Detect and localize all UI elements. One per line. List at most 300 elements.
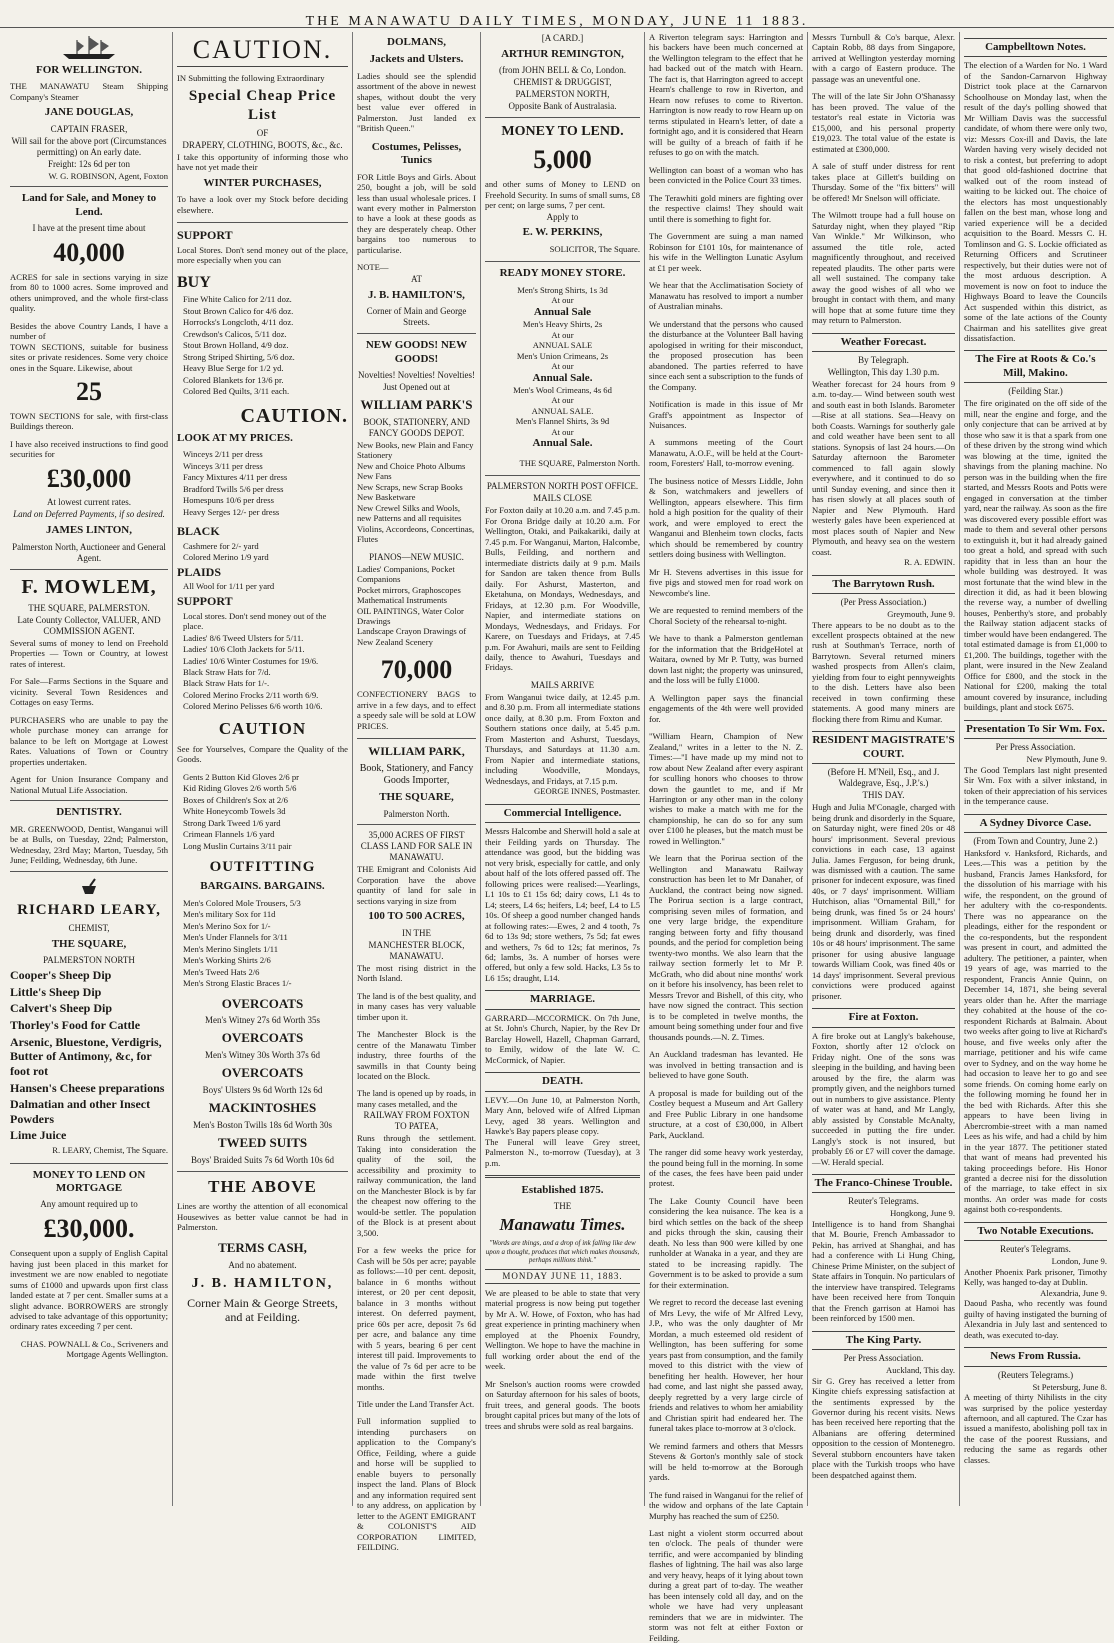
list-item: New Fans [357,471,392,482]
russia-text: A meeting of thirty Nihilists in the city was surprised by the police yesterday afternoon, and all captured. The Czar has issued a manifesto, abolishing poll tax in the case of the poorest Russians, and reducing the same as regards other classes. [964,1392,1107,1465]
mortgage-number: £30,000. [43,1214,135,1244]
linton-name: JAMES LINTON, [46,524,132,537]
campbelltown-heading: Campbelltown Notes. [964,38,1107,57]
tweed-heading: TWEED SUITS [217,1134,308,1150]
in-the: IN THE [401,927,432,938]
marriage-heading: MARRIAGE. [485,990,640,1009]
news-para: An Auckland tradesman has levanted. He was involved in betting transaction and is believed to have gone South. [649,1049,803,1081]
list-item: Homespuns 10/6 per dress [183,495,274,506]
list-item: Men's Colored Mole Trousers, 5/3 [183,897,301,908]
list-item: Stout Brown Calico for 4/6 doz. [183,305,294,316]
funeral-text: The Funeral will leave Grey street, Palmerston N., to-morrow (Tuesday), at 3 p.m. [485,1136,640,1168]
barrytown-date: Greymouth, June 9. [887,609,955,620]
jackets-heading: Jackets and Ulsters. [369,53,464,66]
list-item: New Crewel Silks and Wools, new Patterns and all requisites [357,502,462,524]
support-heading: SUPPORT [177,228,233,243]
list-item: New Books, new Plain and Fancy Stationery [357,439,474,461]
support2-items-list [177,611,348,712]
list-item: At our [551,295,574,306]
para-2: The land is of the best quality, and in many cases has very valuable timber upon it. [357,990,476,1022]
pianos: PIANOS—NEW MUSIC. [369,551,464,562]
para-7: Title under the Land Transfer Act. [357,1399,475,1409]
plaids-text: All Wool for 1/11 per yard [183,581,275,592]
list-item: Heavy Serges 12/- per dress [183,506,280,517]
railway: RAILWAY FROM FOXTON TO PATEA, [363,1110,470,1132]
emigrant: THE Emigrant and Colonists Aid Corporation have the above quantity of land for sale in sections varying in size from [357,864,476,906]
note-label: NOTE— [357,262,389,273]
list-item: Ladies' 10/6 Cloth Jackets for 5/11. [183,644,305,655]
mackintoshes-text: Men's Boston Twills 18s 6d Worth 30s [193,1119,332,1130]
caution-heading-3: CAUTION [218,718,307,738]
news-para: The Government are suing a man named Robinson for £101 10s, for maintenance of his wife in the Wellington Lunatic Asylum at £1 per week. [649,231,803,273]
barrytown-heading: The Barrytown Rush. [812,575,955,594]
list-item: New and Choice Photo Albums [357,460,466,471]
list-item: At our [551,329,574,340]
bags-text: CONFECTIONERY BAGS to arrive in a few days, and to effect a speedy sale will be sold at LOW PRICES. [357,689,476,731]
apply-to: Apply to [546,211,579,222]
above-text: Lines are worthy the attention of all economical Housewives as better value cannot be had in Palmerston. [177,1201,348,1233]
agent: W. G. ROBINSON, Agent, Foxton [48,170,168,181]
press-association-2: Per Press Association. [843,1353,924,1364]
acres-text: ACRES for sale in sections varying in size from 80 to 1000 acres. Some improved and others unimproved, and the whole first-class quality. [10,271,168,314]
winter-purchases: WINTER PURCHASES, [203,176,322,189]
presentation-heading: Presentation To Sir Wm. Fox. [964,720,1107,739]
franco-heading: The Franco-Chinese Trouble. [812,1174,955,1193]
caution-heading-2: CAUTION. [240,404,348,427]
list-item: Men's Wool Crimeans, 4s 6d [513,384,612,395]
sailing-ship-icon [10,34,168,60]
list-item: Men's Union Crimeans, 2s [516,350,609,361]
list-item: Bradford Twills 5/6 per dress [183,483,284,494]
at-label: AT [411,273,422,284]
price-items-list [177,449,348,517]
book-depot: BOOK, STATIONERY, AND FANCY GOODS DEPOT. [363,416,470,438]
bargains-heading: BARGAINS. BARGAINS. [200,880,325,893]
acres-number: 40,000 [53,237,125,267]
list-item: Fine White Calico for 2/11 doz. [183,294,292,305]
acres-range: 100 TO 500 ACRES, [368,910,465,923]
list-item: Dalmatian and other Insect Powders [10,1097,151,1126]
list-item: Men's Merino Sox for 1/- [183,920,271,931]
news-para: A Wellington paper says the financial engagements of the 4th were well provided for. [649,692,803,724]
list-item: Ladies' Companions, Pocket Companions [357,563,455,585]
king-heading: The King Party. [812,1331,955,1350]
list-item: Cooper's Sheep Dip [10,968,112,983]
list-item: Ladies' 10/6 Winter Costumes for 19/6. [183,655,319,666]
column-1 [6,32,172,1506]
insurance: Agent for Union Insurance Company and National Mutual Life Association. [10,774,168,795]
for-wellington-heading: FOR WELLINGTON. [36,64,142,76]
card-label: [A CARD.] [541,33,584,43]
list-item: Hansen's Cheese preparations [10,1080,165,1095]
pownall-signature: CHAS. POWNALL & Co., Scriveners and Mortgage Agents Wellington. [20,1338,168,1360]
news-para: We remind farmers and others that Messrs Stevens & Gorton's monthly sale of stock will be held to-morrow at the Borough yards. [649,1440,803,1483]
list-item: Colored Merino Pelisses 6/6 worth 10/6. [183,701,323,712]
mails-close-heading: MAILS CLOSE [533,493,592,504]
dolmans-heading: DOLMANS, [387,36,446,48]
support-text: Local Stores. Don't send money out of the place, more especially when you can [177,244,348,266]
captain: CAPTAIN FRASER, [50,123,128,134]
see-yourselves: See for Yourselves, Compare the Quality of the Goods. [177,743,348,765]
importer: Book, Stationery, and Fancy Goods Importer, [359,762,474,786]
list-item: Kid Riding Gloves 2/6 worth 5/6 [183,783,297,794]
look-stock: To have a look over my Stock before deciding elsewhere. [177,194,348,215]
column-2 [172,32,352,1506]
reuters-telegrams-7: Reuter's Telegrams. [1000,1244,1071,1255]
money-number-4: 5,000 [533,145,592,175]
para-8: Full information supplied to intending purchasers on application to the Company's Office, Feilding, where a guide and horse will be supplied to enable buyers to personally inspect the land. Plans of Block and any information required sent to any address, on application by letter to the AGENT EMIGRANT & COLONIST'S AID CORPORATION LIMITED, FEILDING. [357,1416,476,1553]
commercial-text: Messrs Halcombe and Sherwill hold a sale at their Feilding yards on Thursday. The attendance was good, but the bidding was not very brisk, especially for cattle, and only about half of the lots offered passed off. The following prices were realised:—Yearlings, L1 10s to £1 15s 6d; dairy cows, L1 4s to L4; steers, L4 6s; heifers, L4; beef, L4 to L5 10s. Of sheep a good number changed hands at following rates:—Ewes, 2 and 4 tooth, 7s 6d to 13s 9d; store wethers, 7s 5d; fat ewes and wethers, 7s 6d to 12s; fat merinos, 7s 6d; lambs, 3s. A number of horses were offered, but only a few sold. Hacks, L3 5s to L6 15s; draught, L14. [485,826,640,983]
leary-items-list [10,968,168,1143]
news-para: We have to thank a Palmerston gentleman for the information that the BridgeHotel at Waitara, owned by Mr P. Tutty, was burned down last night; the property was uninsured, and the loss will be fully £1000. [649,633,803,686]
russia-heading: News From Russia. [964,1347,1107,1366]
para-4: The land is opened up by roads, in many cases metalled, and the [357,1088,476,1109]
list-item: New Basketware [357,492,416,503]
news-para: We understand that the persons who caused the disturbance at the Volunteer Ball having apologised in writing for their misconduct, the proposed prosecution has been abandoned. The parties referred to have since each sent a subscription to the funds of the Company. [649,318,803,392]
divorce-text: Hanksford v. Hanksford, Richards, and Lees.—This was a petition by the husband, Francis James Hanksford, for the dissolution of his marriage with his wife, the respondent, on the ground of her adultery with the co-respondents. There was no appearance on the pleadings, either for the respondent or the co-respondents, but the respondent was present in court, and admitted the adultery. The petitioner, a painter, when 19 years of age, was married to the respondent, Francis Annie Quinn, on December 14, 1871, she being several years older than he. After the marriage they cohabited at the house of the co-respondent Richards at Balmain. About two weeks after going to live at Richard's house, and five weeks only after the marriage, petitioner and his wife came over to Sydney, and on the way home he had occasion to leave her to go and see some friends. On coming home early on the following morning he found her in the bed with Richards. After this she appears to have been living in Abercrombie-street with a man named Lees as his wife, and had a child by him in the year 1877. The petitioner stated that want of means had prevented his taking proceedings before. His Honor granted a decree nisi for the dissolution of the marriage, to take effect in six months. An order was made for costs against both co-respondents. [964,847,1107,1215]
list-item: Annual Sale [533,305,592,318]
list-item: Mathematical Instruments [357,595,447,606]
list-item: Colored Bed Quilts, 3/11 each. [183,386,290,397]
hamilton-name-3: J. B. HAMILTON'S, [368,288,465,301]
news-para: We hear that the Acclimatisation Society of Manawatu has resolved to import a number of Australian minahs. [649,280,803,312]
list-item: At our [551,395,574,406]
list-item: Colored Merino Frocks 2/11 worth 6/9. [183,689,319,700]
dateline: MONDAY JUNE 11, 1883. [485,1269,640,1284]
news-para: Notification is made in this issue of Mr Graff's appointment as Inspector of Nuisances. [649,399,803,430]
remington-opposite: Opposite Bank of Australasia. [508,101,617,112]
ready-square: THE SQUARE, Palmerston North. [519,457,640,468]
list-item: Stout Brown Holland, 4/9 doz. [183,340,289,351]
list-item: Men's Under Flannels for 3/11 [183,932,288,943]
list-item: Black Straw Hats for 1/-. [183,678,270,689]
mortgage-text: Consequent upon a supply of English Capital having just been placed in this market for investment we are now enabled to negotiate sums of £1000 and upwards upon first class landed estate at 7 per cent. Smaller sums at a slight advance. BORROWERS are strongly advised to take advantage of this opportunity; ordinary rates exceeding 7 per cent. [10,1248,168,1332]
news-para: We regret to record the decease last evening of Mrs Levy, the wife of Mr Alfred Levy, J.P., who was the only daughter of Mr Mordan, a much esteemed old resident of Wellington, has been suffering for some years past from consumption, and the family moved to this district with the view of benefiting her health. However, her hour had come, and last night she passed away, deeply regretted by a very large circle of friends and relatives to whom her amiability and Christian spirit had endeared her. The funeral takes place to-morrow at 3 o'clock. [649,1297,803,1434]
perkins-name: E. W. PERKINS, [522,226,603,239]
remington-town: PALMERSTON NORTH, [515,89,610,100]
news-para: A summons meeting of the Court Manawatu, A.O.F., will be held at the Court-room, Foresters' Hall, to-morrow evening. [649,437,803,469]
hongkong-date: Hongkong, June 9. [890,1208,955,1219]
reuters-telegrams: Reuter's Telegrams. [848,1196,919,1207]
mails-arrive-text: From Wanganui twice daily, at 12.45 p.m. and 8.30 p.m. From all intermediate stations once daily, at 8.30 p.m. From Foxton and Southern stations once daily, at 5.45 p.m. From Masterton and Ashurst, Tuesdays, Thursdays, and Saturdays at 11.30 a.m. From Napier and intermediate stations, including Woodville, Mondays, Wednesdays, and Fridays, at 7.15 p.m. [485,691,640,786]
mails-arrive-heading: MAILS ARRIVE [530,679,595,690]
dentistry-heading: DENTISTRY. [56,806,122,819]
look-prices: LOOK AT MY PRICES. [177,431,293,444]
hamilton-corner-3: Corner of Main and George Streets. [366,306,467,328]
column-6 [807,32,959,1506]
court-heading: RESIDENT MAGISTRATE'S COURT. [812,731,955,764]
mowlem-money: Several sums of money to lend on Freehold Properties — Town or Country, at lowest rates of interest. [10,637,168,669]
hamilton-corner: Corner Main & George Streets, and at Feilding. [187,1295,338,1325]
list-item: Gents 2 Button Kid Gloves 2/6 pr [183,771,300,782]
hamilton-name: J. B. HAMILTON, [191,1275,334,1291]
leary-address: THE SQUARE, [51,937,127,950]
ladies-list [357,564,476,648]
news-para: We learn that the Porirua section of the Wellington and Manawatu Railway construction has been let to Mr Danaher, of Auckland, the contract being now signed. The Porirua section is a large contract, comprising seven miles of formation, and one very large bridge, the expenditure ranging between forty and fifty thousand pounds, and the period for completion being twenty-two months. We also learn that the railway section formerly let to Mr P. McGrath, who did about nine months' work on it before his insolvency, has been relet to Messrs Trevor and Bishell, of this city, who have now signed the contract. This section is to be completed in twelve months, the amount being something under four and five thousands pounds.—N. Z. Times. [649,853,803,1042]
news-para: A Riverton telegram says: Harrington and his backers have been much concerned at the Wellington telegram to the effect that he had backed out of the match with Hearn. The fact is, that Harrington agreed to accept Hearn's challenge to row in Riverton, and Hearn now refuses to come to Riverton. Harrington is now ready to row Hearn up on terms stipulated in Hearn's letter, of date a fortnight ago, and it is considered that Hearn will be guilty of a breach of faith if he refuses to go on with the match. [649,32,803,158]
weather-text: Weather forecast for 24 hours from 9 a.m. to-day.— Wind between south west and south east in both Islands. Barometer—Rise at all stations. Sea—Heavy on both Coasts. Warnings for southerly gale and cold weather have been sent to all stations. Synopsis of last 24 hours.—On Saturday afternoon the Barometer commenced to fall again slowly everywhere, and it continued to do so until Sunday evening, and since then it has risen slowly at all places south of Napier and New Plymouth. Hard westerly gales have been experienced at most places south of Napier and New Plymouth, and heavy sea on the western coast. [812,378,955,557]
masthead: THE MANAWATU DAILY TIMES, MONDAY, JUNE 11 1883. [0,0,1114,28]
fire-mill-text: The fire originated on the off side of the mill, near the engine and forge, and the only conjecture that can be arrived at by those who saw it is that a spark from one of these driven by the strong wind which was blowing at the time, ignited the shavings from the planing machine. No person was in the building when the fire started, and Messrs Roots and Potts were engaged in conversation at the timber yard, near the railway. As soon as the fire was discovered every possible effort was made to them and several other persons to extinguish it, but it had already gained too great a hold, and spread with such rapidity that in less than an hour the whole building was destroyed. It was most fortunate that the wind blew in the direction it did, as had it been blowing the reverse way, a number of dwelling houses, Penberthy's store, and probably the Railway station adjacent stacks of timber would have been endangered. The total estimated damage is from £1,000 to £1,200. The buildings, together with the plant, were insured in the New Zealand Office for £800, and the stock in the National for £200, making the total amount covered by insurance, including buildings, plant and stock £675. [964,398,1107,713]
palmerston: Palmerston North. [383,808,450,819]
list-item: Winceys 2/11 per dress [183,449,263,460]
bags-number: 70,000 [380,655,453,685]
news-para: Mr H. Stevens advertises in this issue for five pigs and stowed men for road work on Newcombe's line. [649,566,803,598]
fire-heading: Fire at Foxton. [812,1008,955,1027]
court-text: Hugh and Julia M'Conagle, charged with being drunk and disorderly in the Square, on Saturday night, were fined 20s or 48 hours' imprisonment. Several previous convictions in each case, 13 against Julia. James Ferguson, for being drunk, was dismissed with a caution. The same prisoner for indecent exposure, was fined 40s, or 7 days' imprisonment. William Hutchison, alias "Ornamental Bill," for being drunk, was fined 5s or 24 hours' imprisonment. William Graham, for being drunk and disorderly, was fined 10s or 48 hours' imprisonment. The same prisoner for using abusive language towards William Cook, was fined 40s or 14 days' imprisonment. Several previous convictions were produced against prisoner. [812,802,955,1001]
edwin-signature: R. A. EDWIN. [904,557,955,568]
leary-town: PALMERSTON NORTH [43,955,135,966]
list-item: Boxes of Children's Sox at 2/6 [183,794,288,805]
executions-text-2: Daoud Pasha, who recently was found guilty of having instigated the burning of Alexandria in July last and sentenced to death, was executed to-day. [964,1298,1107,1340]
list-item: Thorley's Food for Cattle [10,1018,141,1033]
list-item: At our [551,426,574,437]
mowlem-address: THE SQUARE, PALMERSTON. [28,603,150,614]
new-goods-heading: NEW GOODS! NEW GOODS! [365,339,468,365]
overcoats-text-3: Boys' Ulsters 9s 6d Worth 12s 6d [202,1085,323,1096]
list-item: Men's Strong Shirts, 1s 3d [517,284,608,295]
terms-cash: TERMS CASH, [218,1239,307,1255]
list-item: Horrocks's Longcloth, 4/11 doz. [183,317,294,328]
established: Established 1875. [521,1184,604,1197]
leary-name: RICHARD LEARY, [17,901,161,918]
overcoats-text-1: Men's Witney 27s 6d Worth 35s [205,1015,320,1026]
of-label: OF [256,127,269,138]
support-heading-2: SUPPORT [177,593,233,608]
news-para: The ranger did some heavy work yesterday, the pound being full in the morning. In some of the cases, the fees have been paid under protest. [649,1147,803,1189]
para-1: The most rising district in the North Island. [357,962,476,984]
para-6: For a few weeks the price for Cash will be 50s per acre; payable as follows:—10 per cent. deposit, balance in 6 months without interest, or 20 per cent deposit, balance in 3 months without interest. On deferred payment, price 60s per acre, deposit 7s 6d per acre, and balance any time with 5 years, bearing 6 per cent interest till paid. Improvements to the value of 7s 6d per acre to be made within the first twelve months. [357,1245,476,1392]
paper-title: Manawatu Times. [499,1215,626,1235]
mowlem-name: F. MOWLEM, [21,575,157,598]
column-4 [480,32,644,1506]
list-item: Calvert's Sheep Dip [10,1001,112,1016]
the-label: THE [553,1201,572,1212]
presentation-text: The Good Templars last night presented Sir Wm. Fox with a silver inkstand, in token of their appreciation of his services in the temperance cause. [964,764,1107,807]
overcoats-heading-3: OVERCOATS [221,1065,304,1081]
list-item: Long Muslin Curtains 3/11 pair [183,840,292,851]
campbelltown-text: The election of a Warden for No. 1 Ward of the Sandon-Carnarvon Highway District took place at the Carnarvon Schoolhouse on Monday last, when the result of the day's polling showed that Mr William Davis was the successful candidate, of whom there were only two, viz: Messrs Cox-ill and Davis, the late Warden having very wisely decided not to risk a contest, but preferring to adopt that good old-fashioned doctrine that walked out of the room instead of waiting to be kicked out. The choice of the electors has most unquestionably fallen on the best man, whose long and varied experience will be a decided acquisition to the Board. Messrs C. H. Tomlinson and G. S. Lockie officiated as Returning Officers and Scrutineer respectively, but their duties were not of the most arduous description. A movement is now on foot to induce the Highways Board to leave the Councils Act suspended within this district, as some of the late actions of the County Chairman and his satellites give great dissatisfaction. [964,60,1107,343]
money-heading: MONEY TO LEND. [501,124,624,140]
news-para: Last night a violent storm occurred about ten o'clock. The peals of thunder were terrific, and were accompanied by blinding flashes of lightning. The hail was also large and very heavy, heaps of it lying about town during a great part of to-day. The weather has been intensely cold all day, and on the whole we have had very unpleasant reminders that we are in midwinter. The storm was not felt at either Foxton or Feilding. [649,1528,803,1643]
park-name-2: WILLIAM PARK, [368,744,465,759]
money-number: £30,000 [46,463,132,493]
overcoats-heading-2: OVERCOATS [221,1030,304,1046]
list-item: Men's Heavy Shirts, 2s [522,319,603,330]
franco-text: Intelligence is to hand from Shanghai that M. Bourie, French Ambassador to Pekin, has arrived at Shanghai, and has had a conference with Li Hung Ching, Chinese Prime Minister, on the subject of State affairs in Tonquin. No particulars of the interview have transpired. Telegrams have been received here from Tonquin that the French garrison at Hamoi has been reinforced by 1500 men. [812,1218,955,1324]
editorial-1: We are pleased to be able to state that very material progress is now being put together by Mr A. W. Howe, of Foxton, who has had great experience in printing machinery when employed at the Phoenix Foundry, Wellington. We hope to have the machine in full working order about the end of the week. [485,1287,640,1372]
news-para: The Lake County Council have been considering the kea nuisance. The kea is a bird which settles on the back of the sheep and picks through the skin, causing their death. No less than 900 were killed by one runholder at Wanaka in a year, and they are stated to be increasing rapidly. The Government is to be asked to provide a sum for their extermination. [649,1195,803,1290]
acres-heading: 35,000 ACRES OF FIRST CLASS LAND FOR SALE IN MANAWATU. [360,830,473,863]
list-item: Fancy Mixtures 4/11 per dress [183,472,288,483]
fire-mill-heading: The Fire at Roots & Co.'s Mill, Makino. [964,350,1107,383]
above-heading: THE ABOVE [208,1176,317,1196]
executions-text-1: Another Phoenix Park prisoner, Timothy Kelly, was hanged to-day at Dublin. [964,1266,1107,1288]
court-before: (Before H. M'Neil, Esq., and J. Waldegrave, Esq., J.P.'s.) [827,767,940,789]
park-name: WILLIAM PARK'S [360,396,473,412]
leary-signature: R. LEARY, Chemist, The Square. [52,1145,168,1156]
list-item: Men's Flannel Shirts, 3s 9d [515,416,610,427]
list-item: Winceys 3/11 per dress [183,460,263,471]
news-para: We are requested to remind members of the Choral Society of the rehearsal to-night. [649,605,803,626]
column-5 [644,32,807,1643]
london-date: London, June 9. [1051,1256,1107,1267]
remington-chemist: CHEMIST & DRUGGIST, [513,77,612,88]
list-item: Cashmere for 2/- yard [183,540,259,551]
square: THE SQUARE, [379,791,454,804]
ship-ad: THE MANAWATU Steam Shipping Company's Steamer [10,81,168,102]
remington-from: (from JOHN BELL & Co, London. [499,65,626,76]
list-item: Heavy Blue Serge for 1/2 yd. [183,363,284,374]
death-heading: DEATH. [485,1072,640,1091]
gents-items-list [177,772,348,851]
news-para: The fund raised in Wanganui for the relief of the widow and orphans of the late Captain Murphy has reached the sum of £250. [649,1489,803,1521]
divorce-from: (From Town and Country, June 2.) [973,836,1098,846]
buy-heading: BUY [177,273,211,291]
para-3: The Manchester Block is the centre of the Manawatu Timber industry, three fourths of the sawmills in that County being located on the Block. [357,1029,476,1081]
reuters-telegrams-russia: (Reuters Telegrams.) [997,1369,1074,1380]
list-item: At our [551,361,574,372]
fire-text: A fire broke out at Langly's bakehouse, Foxton, shortly after 12 o'clock on Friday night. One of the sons was sleeping in the building, and having been aroused by the fire, the alarm was promptly given, and the neighbors turned out in numbers to give assistance. Plenty of water was at hand, and Mr Langly, ably assisted by Constable McAnalty, succeeded in putting the fire under. Langly's stock is not insured, but probably £6 or £7 will cover the damage.—W. Herald special. [812,1030,955,1167]
editorial-2: Mr Snelson's auction rooms were crowded on Saturday afternoon for his sales of boots, fruit trees, and general goods. The boots brought capital prices but many of the lots of trees and shrubs were sold as real bargains. [485,1378,640,1431]
books-list [357,440,476,545]
list-item: Local stores. Don't send money out of the place. [183,610,327,632]
list-item: Pocket mirrors, Graphoscopes [357,584,461,595]
motto: "Words are things, and a drop of ink falling like dew upon a thought, produces that which makes thousands, perhaps millions think." [485,1239,640,1265]
list-item: Black Straw Hats for 7/d. [183,667,271,677]
instructions: I have also received instructions to find good securities for [10,438,168,460]
commercial-heading: Commercial Intelligence. [485,804,640,823]
news-para: Wellington can boast of a woman who has been convicted in the Police Court 33 times. [649,164,803,186]
just-opened: Just Opened out at [383,381,450,392]
news-para: The Wilmott troupe had a full house on Saturday night, when they played "Rip Van Winkle." Mr Wilkinson, who assumed the title role, acted magnificently throughout, and received repeated plaudits. The other parts were all well sustained. The company take away the good wishes of all who we brought in contact with them, and many will hope that at some future time they may return to Palmerston. [812,210,955,326]
town-number: 25 [76,377,102,406]
caution-text: IN Submitting the following Extraordinary [177,72,325,83]
barrytown-text: There appears to be no doubt as to the excellent prospects obtained at the new rush at Southman's Terrace, north of Barrytown. Several returned miners washed prospects from Allen's claim, yielding from four to eight pennyweights to the dish. Letters have also been received in town confirming these statements. A good many miners are flocking there from Rimu and Kumar. [812,619,955,724]
alexandria-date: Alexandria, June 9. [1040,1287,1107,1298]
mortar-and-pestle-icon [10,877,168,897]
executions-heading: Two Notable Executions. [964,1222,1107,1241]
perkins-solicitor: SOLICITOR, The Square. [549,243,640,254]
weather-heading: Weather Forecast. [812,333,955,352]
black-heading: BLACK [177,524,220,539]
mackintoshes-heading: MACKINTOSHES [208,1100,317,1116]
leary-title: CHEMIST, [68,922,110,933]
ready-money-heading: READY MONEY STORE. [499,267,626,280]
weather-date: Wellington, This day 1.30 p.m. [827,366,940,377]
caution-heading: CAUTION. [177,34,348,67]
by-telegraph: By Telegraph. [858,355,909,365]
news-para: Messrs Turnbull & Co's barque, Alexr. Captain Robb, 88 days from Singapore, arrived at Wellington yesterday morning with a cargo of Eastern produce. The passage was an uneventful one. [812,32,955,84]
buy-items-list [177,294,348,396]
innes-signature: GEORGE INNES, Postmaster. [534,786,640,797]
land-intro: I have at the present time about [32,222,146,233]
column-3 [352,32,480,1553]
dentist-text: MR. GREENWOOD, Dentist, Wanganui will be at Bulls, on Tuesday, 22nd; Palmerston, Wednesday, 23rd May; Marton, Tuesday, 5th June; Feilding, Wednesday, 6th June. [10,823,168,866]
for-sale: For Sale—Farms Sections in the Square and vicinity. Several Town Residences and Cottages on easy Terms. [10,676,168,708]
list-item: Landscape Crayon Drawings of New Zealand Scenery [357,626,467,647]
news-para: The Terawhiti gold miners are fighting over the respective claims! They should wait until there is something to fight for. [649,192,803,224]
news-para: A proposal is made for building out of the Costley bequest a Museum and Art Gallery and Free Public Library in one handsome structure, at a cost of £30,000, in Albert Park, Auckland. [649,1087,803,1140]
freight: Freight: 12s 6d per ton [48,158,130,169]
novelties: Novelties! Novelties! Novelties! [358,370,475,381]
list-item: OIL PAINTINGS, Water Color Drawings [357,605,464,626]
sale-items-list [485,285,640,451]
ladies-text: Ladies should see the splendid assortment of the above in newest shapes, without doubt the very best value ever offered in Palmerston. Just landed ex "British Queen." [357,70,476,134]
tweed-text: Boys' Braided Suits 7s 6d Worth 10s 6d [191,1154,334,1165]
list-item: Arsenic, Bluestone, Verdigris, Butter of Antimony, &c, for foot rot [10,1034,162,1078]
money-text: and other sums of Money to LEND on Freehold Security. In sums of small sums, £8 per cent; on large sums, 7 per cent. [485,179,640,211]
current-rates: At lowest current rates. [47,497,131,508]
remington-name: ARTHUR REMINGTON, [501,47,624,60]
town-sections: TOWN SECTIONS, suitable for business sites or private residences. Some very choice ones in the Square. Likewise, about [10,341,168,373]
list-item: Violins, Accordeons, Concertinas, Flutes [357,523,475,545]
overcoats-heading-1: OVERCOATS [221,995,304,1011]
divorce-heading: A Sydney Divorce Case. [964,814,1107,833]
list-item: Strong Striped Shirting, 5/6 doz. [183,351,295,362]
list-item: Colored Merino 1/9 yard [183,552,269,563]
country-lands: Besides the above Country Lands, I have a number of [10,320,168,342]
list-item: Annual Sale. [532,437,593,450]
list-item: Lime Juice [10,1128,67,1143]
mortgage-amount: Any amount required up to [40,1199,138,1210]
list-item: White Honeycomb Towels 3d [183,806,286,817]
ship-text: Will sail for the above port (Circumstances permitting) on An early date. [11,135,167,157]
new-plymouth-date: New Plymouth, June 9. [1026,754,1107,765]
costumes-text: FOR Little Boys and Girls. About 250, bought a job, will be sold less than usual wholesale prices. I want every mother in Palmerston to have a look at these goods as they are desperately cheap. Other bargains too numerous to particularise. [357,171,476,255]
news-para: "William Hearn, Champion of New Zealand," writes in a letter to the N. Z. Times:—"I have made up my mind not to row about New Zealand after every aspirant for sculling honors who chooses to throw down the gauntlet to me, and if Mr Harrington or any other man in the colony wishes to make a match with me for the championship, he can do so for any sum over £100 he pleases, but the match must be rowed in Wellington." [649,731,803,846]
manchester-block: MANCHESTER BLOCK, MANAWATU. [368,939,465,961]
list-item: Men's Working Shirts 2/6 [183,955,271,966]
list-item: Men's Tweed Hats 2/6 [183,966,260,977]
news-para: The will of the late Sir John O'Shanassy has been proved. The value of the testator's real estate in Victoria was £15,000, and his personal property £19,023. The total value of the estate is estimated at £300,000. [812,91,955,154]
list-item: Crimean Flannels 1/6 yard [183,829,275,840]
bargain-items-list [177,898,348,989]
press-association: (Per Press Association.) [840,597,927,608]
marriage-text: GARRARD—MCCORMICK. On 7th June, at St. John's Church, Napier, by the Rev Dr Barclay Howell, Hazell, Chapman Garrard, to Emily, widow of the late W. C. McCormick, of Napier. [485,1012,640,1065]
feilding-star: (Feilding Star.) [1008,386,1063,397]
list-item: Crewdson's Calicos, 5/11 doz. [183,328,287,339]
king-text: Sir G. Grey has received a letter from Kingite chiefs expressing satisfaction at the sentiments expressed by the Governor during his recent visits. News has been received here reporting that the Albanians are offering determined opposition to the cession of Montenegro. Several stubborn encounters have taken place with the Turkish troops who have been despatched against them. [812,1375,955,1480]
outfitting-heading: OUTFITTING [209,859,316,876]
plaids-heading: PLAIDS [177,564,222,579]
list-item: ANNUAL SALE. [531,405,594,416]
mails-close-text: For Foxton daily at 10.20 a.m. and 7.45 p.m. For Orona Bridge daily at 10.20 a.m. For Wellington, Otaki, and Paikakariki, daily at 7.45 p.m. For Wanganui, Marton, Halcombe, Bulls, Feilding, and northern and intermediate districts daily at 9 p.m. Mails for Sandon are taken thence from Bulls daily. For Ashurst, Masterton, and Eketahuna, on Mondays, Wednesdays, and Fridays, at 12.30 p.m. For Woodville, Napier, and intermediate stations on Mondays, Wednesdays, and Fridays. For Karere, on Tuesdays and Fridays, at 7.45 p.m. For Awahuri, mails are sent to Feilding daily, thence to Awahuri, Tuesdays and Fridays. [485,505,640,673]
post-office-heading: PALMERSTON NORTH POST OFFICE. [486,481,639,492]
purchasers: PURCHASERS who are unable to pay the whole purchase money can arrange for balance to be left on Mortgage at Lowest Rates. Valuations of Town or Country properties undertaken. [10,714,168,767]
list-item: Men's Merino Singlets 1/11 [183,943,279,954]
news-para: The business notice of Messrs Liddle, John & Son, watchmakers and jewellers of Wellington, appears elsewhere. This firm hold a high position for the quality of their work, and were employed to erect the Wanganui and Blenheim town clocks, facts which should be remembered by country settlers doing business with Wellington. [649,475,803,560]
opportunity: I take this opportunity of informing those who have not yet made their [177,151,348,173]
news-para: A sale of stuff under distress for rent takes place at Gillett's building on Thursday. Some of the "fix bitters" will be offered! Mr Snelson will officiate. [812,161,955,203]
list-item: ANNUAL SALE [532,340,593,351]
list-item: Ladies' 8/6 Tweed Ulsters for 5/11. [183,632,304,643]
press-association-7: Per Press Association. [995,742,1076,753]
auckland-date: Auckland, This day. [886,1365,955,1376]
list-item: New Scraps, new Scrap Books [357,481,463,492]
drapery: DRAPERY, CLOTHING, BOOTS, &c., &c. [182,139,343,150]
list-item: Annual Sale. [532,371,593,384]
mortgage-heading: MONEY TO LEND ON MORTGAGE [32,1168,146,1194]
this-day: THIS DAY. [862,790,905,801]
linton-title: Palmerston North, Auctioneer and General Agent. [12,541,166,563]
list-item: Men's Strong Elastic Braces 1/- [183,978,292,989]
list-item: Colored Blankets for 13/6 pr. [183,374,284,385]
deferred-payments: Land on Deferred Payments, if so desired. [13,509,165,520]
land-heading: Land for Sale, and Money to Lend. [21,192,157,218]
death-text: LEVY.—On June 10, at Palmerston North, Mary Ann, beloved wife of Alfred Lipman Levy, aged 38 years. Wellington and Hawke's Bay papers please copy. [485,1094,640,1137]
mowlem-title: Late County Collector, VALUER, AND COMMISSION AGENT. [17,615,161,636]
